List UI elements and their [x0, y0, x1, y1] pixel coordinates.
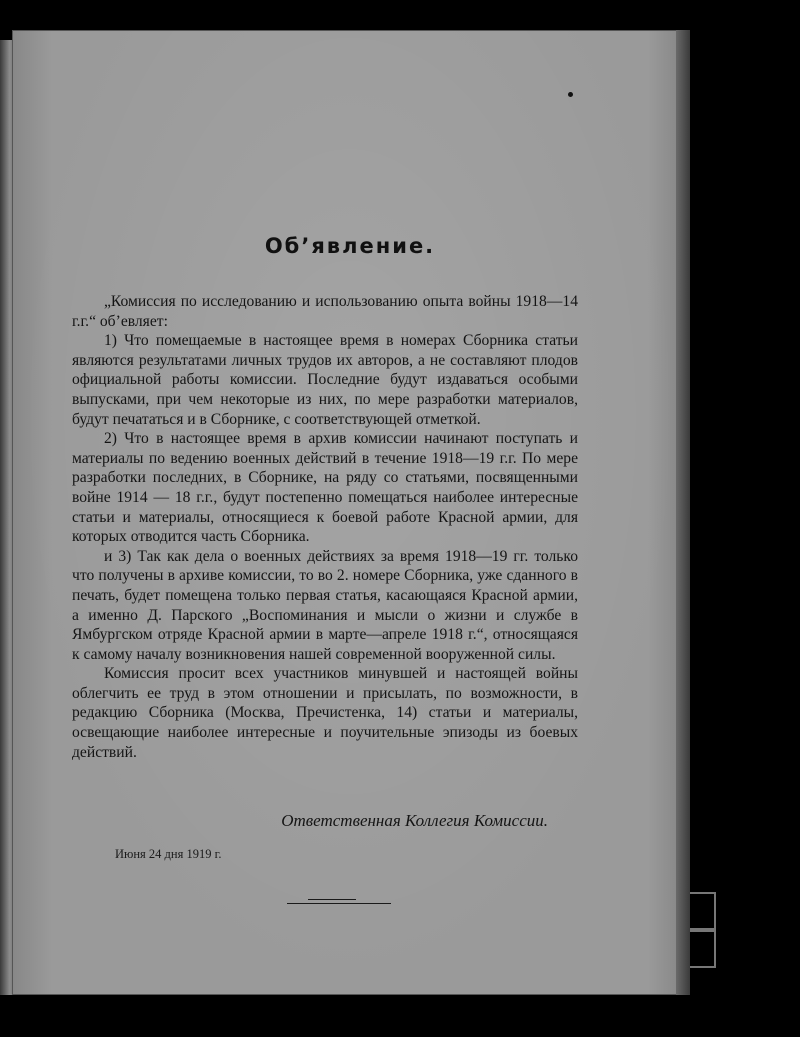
page-edge-shadow	[676, 30, 690, 995]
bookmark-tab	[690, 930, 716, 968]
closing-rule-short	[308, 899, 356, 900]
signature-line: Ответственная Коллегия Комиссии.	[281, 811, 548, 830]
date-line: Июня 24 дня 1919 г.	[115, 847, 222, 861]
bookmark-tab	[690, 892, 716, 930]
paragraph-intro: „Комиссия по исследованию и использованию опыта войны 1918—14 г.г.“ об’евляет:	[72, 293, 578, 330]
closing-rule	[287, 903, 391, 904]
paragraph-point-3: и 3) Так как дела о военных действиях за время 1918—19 гг. только что получены в архиве комиссии, то во 2. номере Сборника, уже сданного в печать, будет помещена только первая статья, касающаяся Красной армии, а именно Д. Парского „Воспоминания и мысли о жизни и службе в Ямбургском отряде Красной армии в марте—апреле 1918 г.“, относящаяся к самому началу возникновения нашей современной вооруженной силы.	[72, 547, 578, 663]
page-title: Об’явление.	[264, 234, 436, 258]
paragraph-point-2: 2) Что в настоящее время в архив комиссии начинают поступать и материалы по ведению военных действий в течение 1918—19 г.г. По мере разработки последних, в Сборнике, на ряду со статьями, посвященными войне 1914 — 18 г.г., будут постепенно помещаться наиболее интересные статьи и материалы, относящиеся к боевой работе Красной армии, для которых отводится часть Сборника.	[72, 430, 578, 546]
paragraph-request: Комиссия просит всех участников минувшей и настоящей войны облегчить ее труд в этом отношении и присылать, по возможности, в редакцию Сборника (Москва, Пречистенка, 14) статьи и материалы, освещающие наиболее интересные и поучительные эпизоды из боевых действий.	[72, 665, 578, 761]
ink-speck	[568, 92, 573, 97]
paragraph-point-1: 1) Что помещаемые в настоящее время в номерах Сборника статьи являются результатами личных трудов их авторов, а не составляют плодов официальной работы комиссии. Последние будут издаваться особыми выпусками, при чем некоторые из них, по мере разработки материалов, будут печататься и в Сборнике, с соответствующей отметкой.	[72, 332, 578, 428]
scanned-page	[12, 30, 688, 995]
announcement-body	[72, 292, 578, 762]
